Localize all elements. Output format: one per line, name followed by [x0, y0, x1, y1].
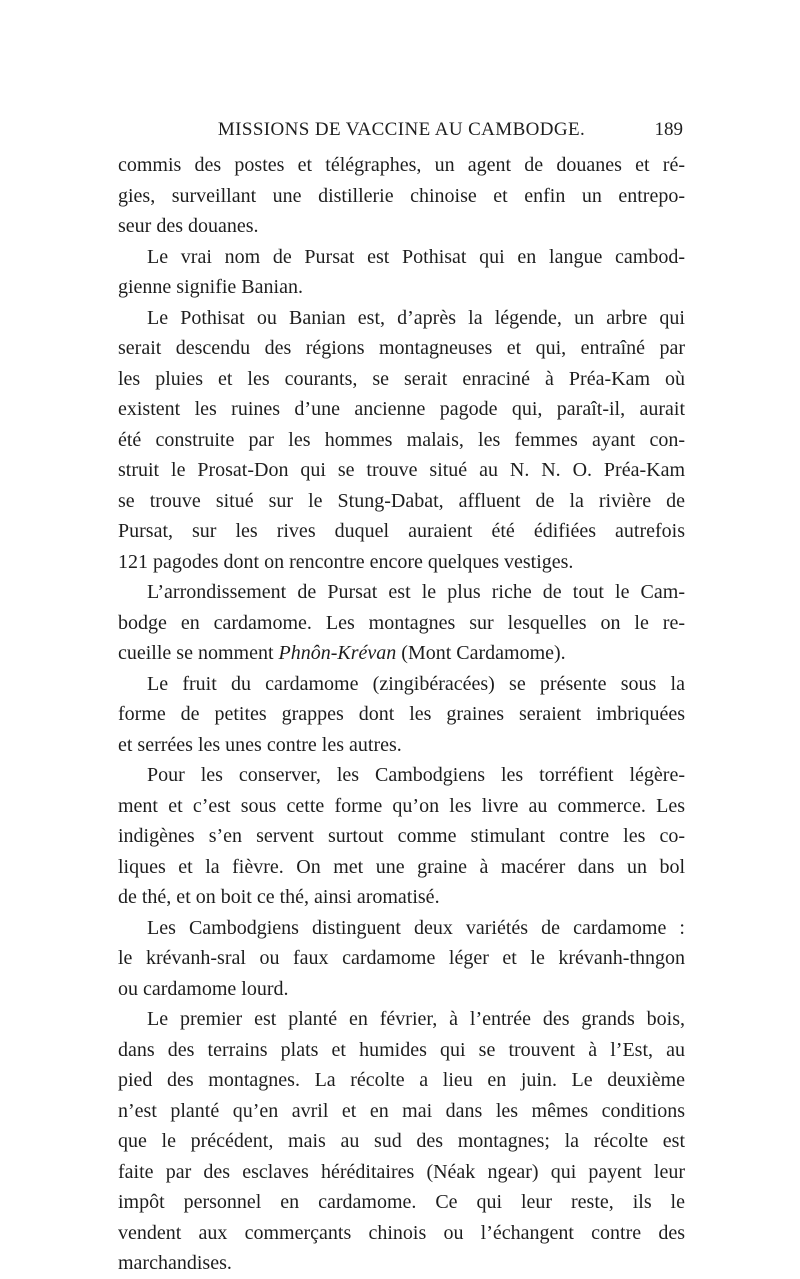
text-line: L’arrondissement de Pursat est le plus riche de tout le Cam- — [147, 581, 685, 603]
text-line: et serrées les unes contre les autres. — [118, 733, 402, 756]
text-line: serait descendu des régions montagneuses et qui, entraîné par — [118, 337, 685, 359]
text-line: struit le Prosat-Don qui se trouve situé au N. N. O. Préa-Kam — [118, 459, 685, 481]
text-line: Les Cambodgiens distinguent deux variétés de cardamome : — [147, 916, 685, 939]
text-line: indigènes s’en servent surtout comme stimulant contre les co- — [118, 825, 685, 847]
text-line: Le premier est planté en février, à l’entrée des grands bois, — [147, 1008, 685, 1030]
text-line: Le Pothisat ou Banian est, d’après la légende, un arbre qui — [147, 306, 685, 329]
text-line: gienne signifie Banian. — [118, 276, 303, 298]
text-line: ment et c’est sous cette forme qu’on les livre au commerce. Les — [118, 794, 685, 817]
text-line: forme de petites grappes dont les graines seraient imbriquées — [118, 703, 685, 725]
text-line: 121 pagodes dont on rencontre encore quelques vestiges. — [118, 550, 574, 573]
text-line: n’est planté qu’en avril et en mai dans les mêmes conditions — [118, 1099, 685, 1122]
text-line: liques et la fièvre. On met une graine à macérer dans un bol — [118, 855, 685, 878]
text-line: de thé, et on boit ce thé, ainsi aromatisé. — [118, 886, 440, 908]
text-line: faite par des esclaves héréditaires (Néak ngear) qui payent leur — [118, 1160, 685, 1183]
text-line: bodge en cardamome. Les montagnes sur lesquelles on le re- — [118, 611, 685, 634]
text-line: seur des douanes. — [118, 215, 259, 237]
text-line: été construite par les hommes malais, les femmes ayant con- — [118, 428, 685, 451]
text-line: vendent aux commerçants chinois ou l’échangent contre des — [118, 1221, 685, 1244]
page-number: 189 — [654, 119, 683, 140]
text-line: impôt personnel en cardamome. Ce qui leur reste, ils le — [118, 1191, 685, 1213]
text-line: les pluies et les courants, se serait enraciné à Préa-Kam où — [118, 367, 685, 390]
text-segment: cueille se nomment — [118, 642, 279, 664]
text-line: existent les ruines d’une ancienne pagode qui, paraît-il, aurait — [118, 398, 685, 420]
text-line: ou cardamome lourd. — [118, 977, 289, 1000]
running-head — [118, 117, 685, 143]
text-line: pied des montagnes. La récolte a lieu en juin. Le deuxième — [118, 1069, 685, 1091]
text-line: gies, surveillant une distillerie chinoise et enfin un entrepo- — [118, 184, 685, 207]
text-line: Pursat, sur les rives duquel auraient été édifiées autrefois — [118, 520, 685, 542]
text-segment: (Mont Cardamome). — [396, 642, 566, 664]
text-line: se trouve situé sur le Stung-Dabat, affluent de la rivière de — [118, 489, 685, 512]
text-line — [118, 638, 685, 669]
text-line: Pour les conserver, les Cambodgiens les torréfient légère- — [147, 764, 685, 786]
text-line: Le vrai nom de Pursat est Pothisat qui en langue cambod- — [147, 245, 685, 268]
text-line: marchandises. — [118, 1252, 232, 1274]
text-line: Le fruit du cardamome (zingibéracées) se présente sous la — [147, 672, 685, 695]
running-title: MISSIONS DE VACCINE AU CAMBODGE. — [217, 119, 586, 140]
italic-term: Phnôn-Krévan — [278, 642, 397, 664]
text-line: dans des terrains plats et humides qui se trouvent à l’Est, au — [118, 1038, 685, 1061]
text-line: que le précédent, mais au sud des montagnes; la récolte est — [118, 1130, 685, 1152]
text-line: le krévanh-sral ou faux cardamome léger et le krévanh-thngon — [118, 947, 685, 969]
text-line: commis des postes et télégraphes, un agent de douanes et ré- — [118, 154, 685, 176]
body-text — [118, 150, 685, 1279]
